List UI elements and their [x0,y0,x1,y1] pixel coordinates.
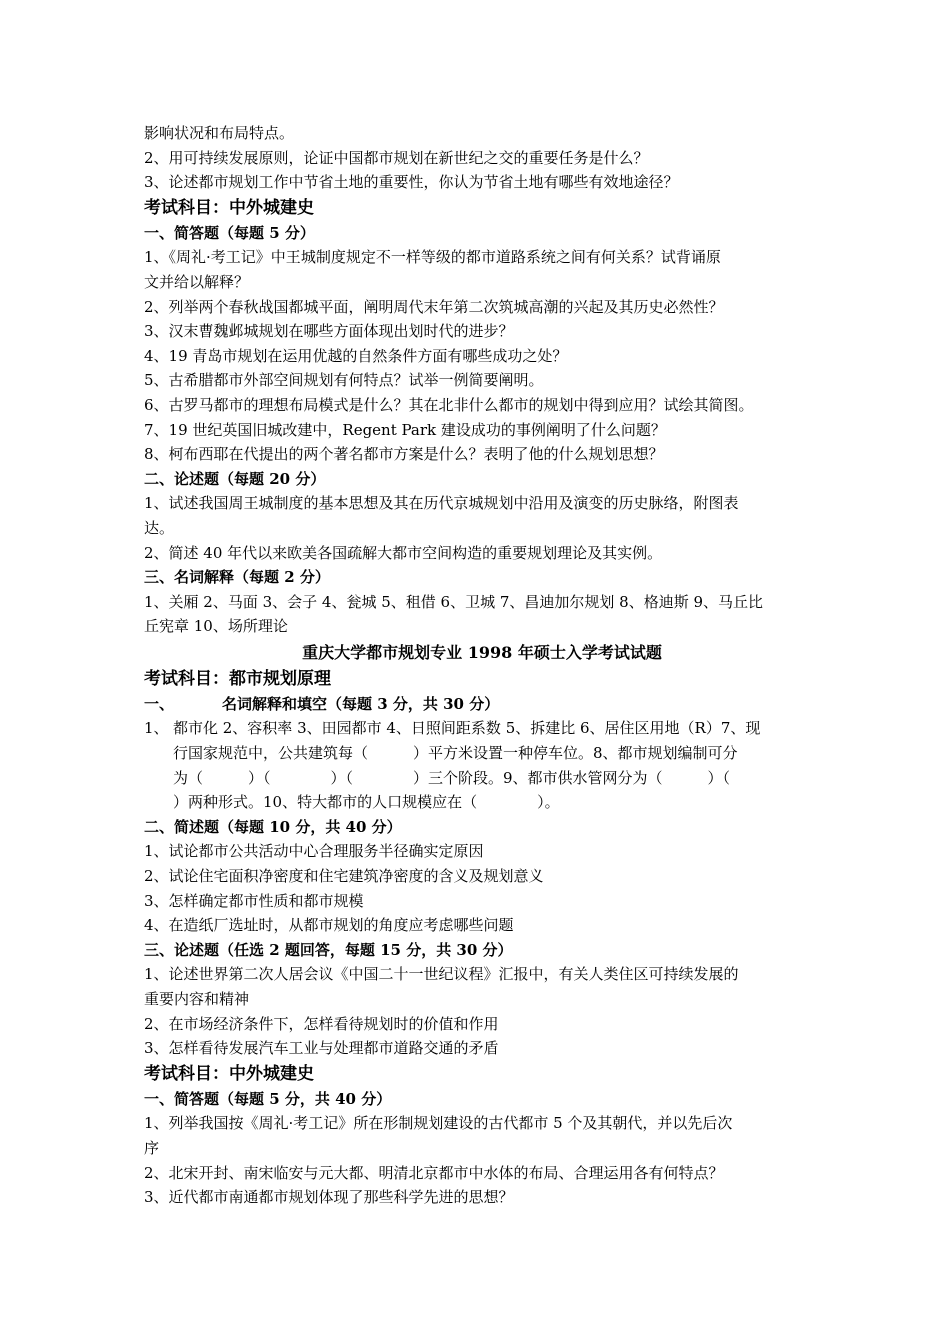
section-heading [144,692,820,717]
question-item: 1、《周礼·考工记》中王城制度规定不一样等级的都市道路系统之间有何关系？试背诵原 [144,248,721,267]
question-item: 3、怎样确定都市性质和都市规模 [144,891,364,910]
question-item-continued: 重要内容和精神 [144,990,250,1008]
question-item: 6、古罗马都市的理想布局模式是什么？其在北非什么都市的规划中得到应用？试绘其简图。 [144,395,754,414]
section-title: 名词解释和填空（每题 3 分，共 30 分） [222,694,500,713]
section-heading: 一、简答题（每题 5 分） [144,223,315,242]
document-body [144,121,820,1210]
section-heading: 三、论述题（任选 2 题回答，每题 15 分，共 30 分） [144,940,513,959]
question-item: 1、论述世界第二次人居会议《中国二十一世纪议程》汇报中，有关人类住区可持续发展的 [144,965,739,984]
fill-line: ）两种形式。10、特大都市的人口规模应在（ ）。 [173,793,560,812]
question-item: 3、论述都市规划工作中节省土地的重要性，你认为节省土地有哪些有效地途径？ [144,173,679,192]
question-item-continued: 序 [144,1138,160,1157]
subject-heading: 考试科目：中外城建史 [144,1063,314,1084]
section-heading: 一、简答题（每题 5 分，共 40 分） [144,1089,392,1108]
question-item: 4、在造纸厂选址时，从都市规划的角度应考虑哪些问题 [144,916,514,935]
question-item: 1、列举我国按《周礼·考工记》所在形制规划建设的古代都市 5 个及其朝代，并以先后次 [144,1114,733,1133]
question-item: 3、汉末曹魏邺城规划在哪些方面体现出划时代的进步？ [144,322,514,341]
question-item: 7、19 世纪英国旧城改建中，Regent Park 建设成功的事例阐明了什么问题？ [144,420,666,439]
question-item: 2、在市场经济条件下，怎样看待规划时的价值和作用 [144,1014,499,1033]
fill-line: 行国家规范中，公共建筑每（ ）平方米设置一种停车位。8、都市规划编制可分 [173,744,738,763]
exam-title: 重庆大学都市规划专业 1998 年硕士入学考试试题 [302,642,662,662]
question-item: 2、简述 40 年代以来欧美各国疏解大都市空间构造的重要规划理论及其实例。 [144,543,663,562]
text-line: 影响状况和布局特点。 [144,124,295,142]
question-item: 2、列举两个春秋战国都城平面，阐明周代末年第二次筑城高潮的兴起及其历史必然性？ [144,297,724,316]
term-list: 1、关厢 2、马面 3、会子 4、瓮城 5、租借 6、卫城 7、昌迪加尔规划 8、格迪斯 9、马丘比 [144,592,764,611]
fill-line: 都市化 2、容积率 3、田园都市 4、日照间距系数 5、拆建比 6、居住区用地（R）7、现 [173,719,761,738]
question-item: 1、试论都市公共活动中心合理服务半径确实定原因 [144,842,484,861]
question-item: 8、柯布西耶在代提出的两个著名都市方案是什么？表明了他的什么规划思想？ [144,445,664,464]
question-item: 5、古希腊都市外部空间规划有何特点？试举一例简要阐明。 [144,371,544,390]
item-number: 1、 [144,719,169,738]
fill-in-question [144,716,820,814]
subject-heading: 考试科目：中外城建史 [144,197,314,218]
fill-line: 为（ ）（ ）（ ）三个阶段。9、都市供水管网分为（ ）（ [173,768,731,787]
term-list-continued: 丘宪章 10、场所理论 [144,617,288,636]
section-heading: 二、论述题（每题 20 分） [144,469,326,488]
question-item: 2、试论住宅面积净密度和住宅建筑净密度的含义及规划意义 [144,867,544,886]
question-item: 2、用可持续发展原则，论证中国都市规划在新世纪之交的重要任务是什么？ [144,148,649,167]
question-item: 4、19 青岛市规划在运用优越的自然条件方面有哪些成功之处？ [144,346,568,365]
question-item: 3、怎样看待发展汽车工业与处理都市道路交通的矛盾 [144,1039,499,1058]
question-item: 3、近代都市南通都市规划体现了那些科学先进的思想？ [144,1188,514,1207]
question-item: 2、北宋开封、南宋临安与元大都、明清北京都市中水体的布局、合理运用各有何特点？ [144,1163,724,1182]
question-item-continued: 达。 [144,518,175,537]
question-item-continued: 文并给以解释？ [144,272,250,291]
subject-heading: 考试科目：都市规划原理 [144,668,331,689]
section-number: 一、 [144,694,175,713]
section-heading: 二、简述题（每题 10 分，共 40 分） [144,817,402,836]
question-item: 1、试述我国周王城制度的基本思想及其在历代京城规划中沿用及演变的历史脉络，附图表 [144,494,739,513]
section-heading: 三、名词解释（每题 2 分） [144,568,330,587]
